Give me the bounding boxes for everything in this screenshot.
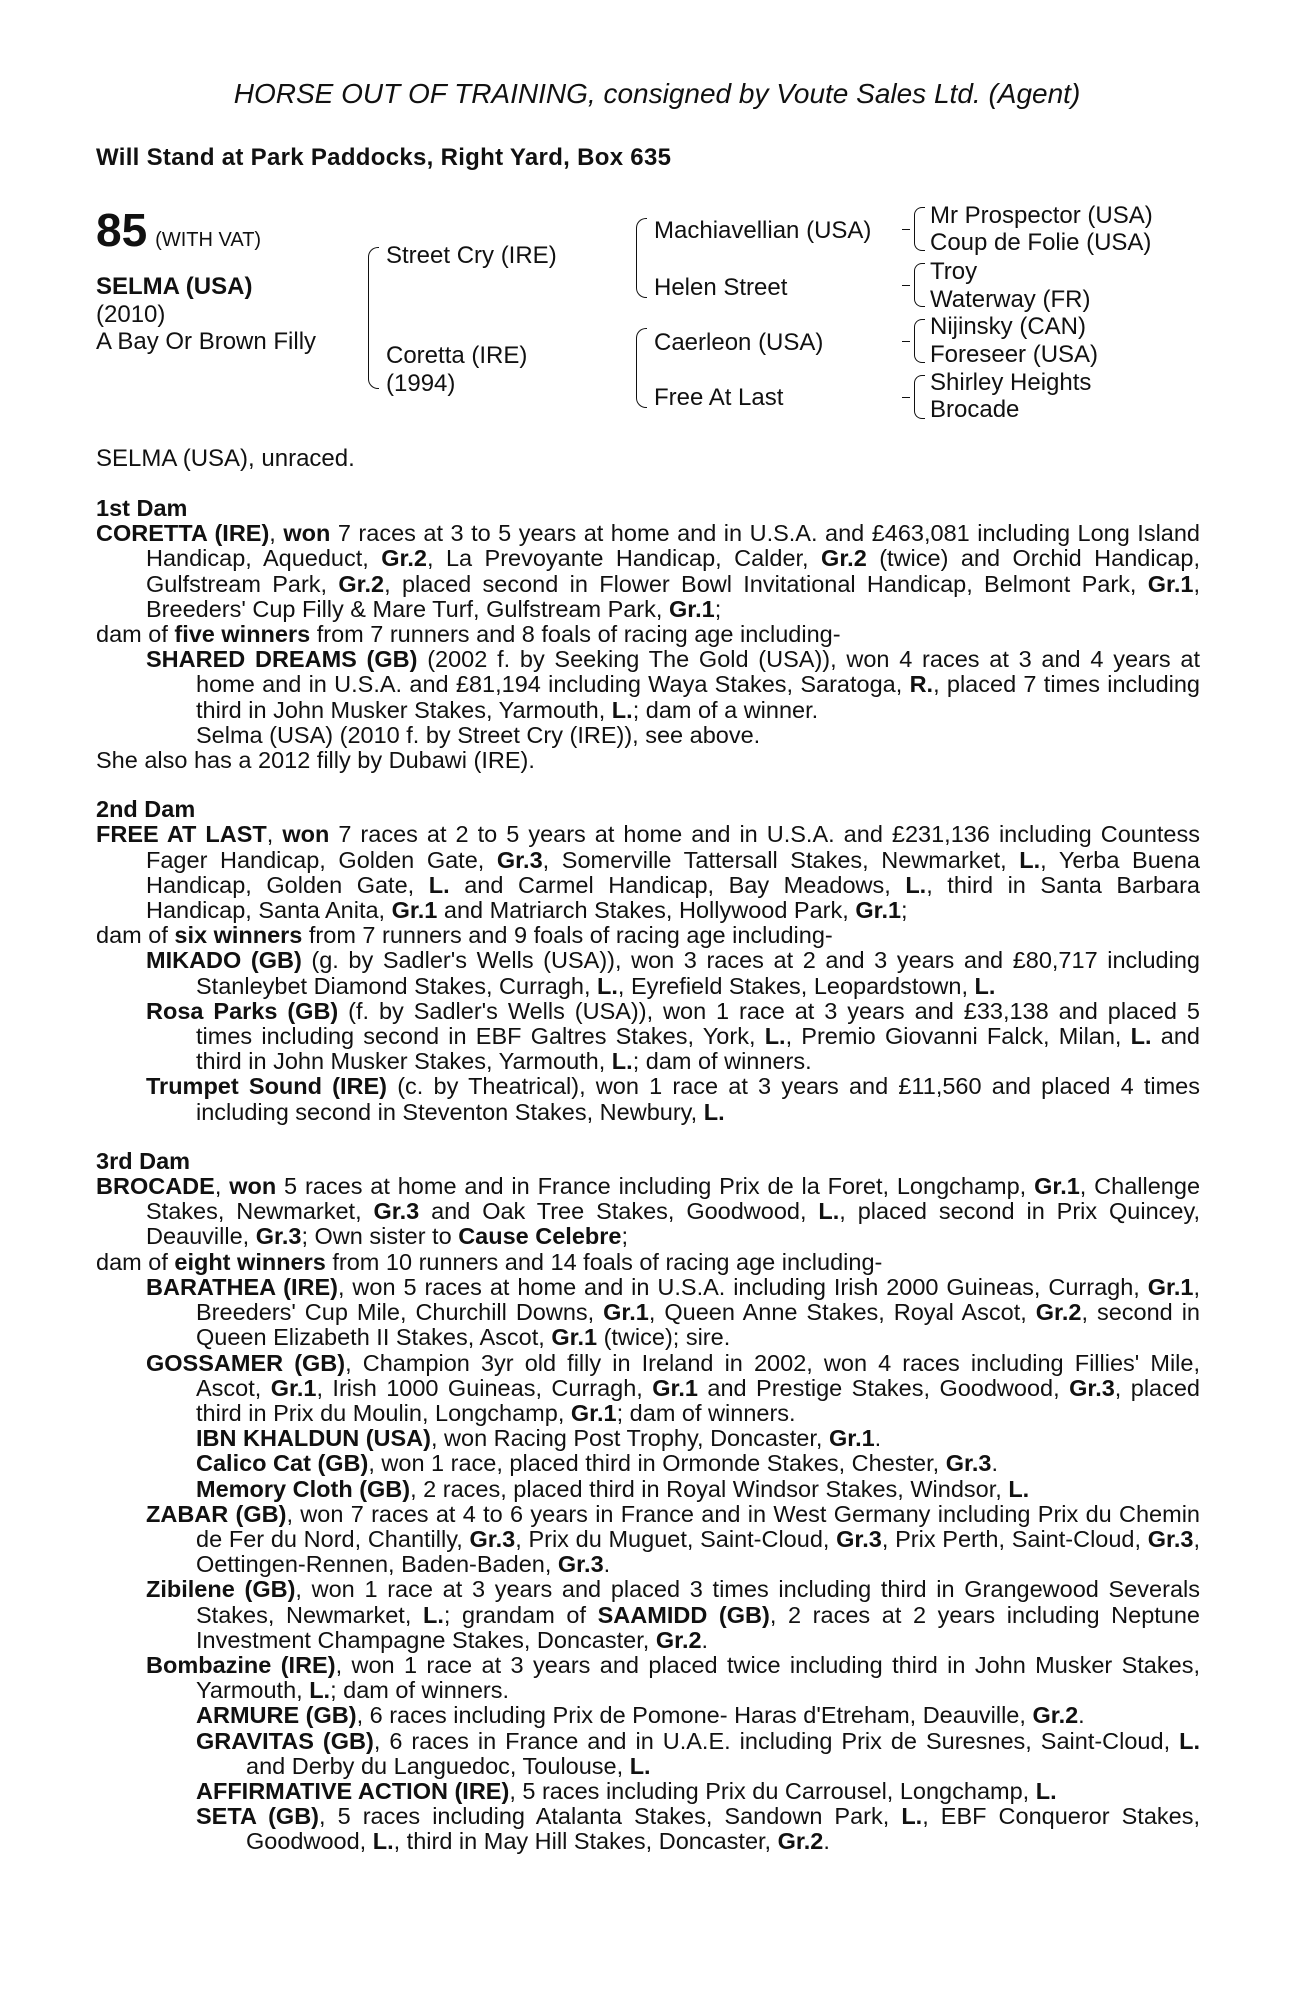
progeny-name: Rosa Parks (GB) [146, 997, 339, 1024]
grade: L. [905, 871, 927, 898]
grade: Gr.1 [1147, 1273, 1194, 1300]
third-dam-record: BROCADE, won 5 races at home and in France including Prix de la Foret, Longchamp, Gr.1, Challenge Stakes, Newmarket, Gr.3 and Oak Tree Stakes, Goodwood, L., placed second in Prix Quincey, Deauville, Gr.3; Own sister to Cause Celebre; [96, 1173, 1201, 1250]
first-dam-name: CORETTA (IRE) [96, 520, 270, 547]
grade: Gr.1 [652, 1374, 698, 1401]
progeny-text: (twice); sire. [597, 1324, 731, 1351]
dam-of-text: from 7 runners and 8 foals of racing age including- [310, 621, 841, 648]
third-dam-text: ; Own sister to [301, 1223, 459, 1250]
lot-vat: (WITH VAT) [155, 229, 262, 251]
grade: L. [764, 1023, 786, 1050]
grandchild-entry [96, 1451, 1200, 1476]
progeny-text: , Oettingen-Rennen, Baden-Baden, [196, 1525, 1201, 1578]
progeny-text: , won 1 race at 3 years and placed 3 times including third in Grangewood Severals Stakes, Newmarket, [196, 1576, 1200, 1628]
grade: Gr.3 [255, 1223, 302, 1250]
progeny-entry [96, 1351, 1200, 1427]
grade: L. [1035, 1777, 1057, 1804]
horse-year: (2010) [96, 301, 166, 328]
g3-3: Troy [930, 258, 978, 285]
grade: Gr.3 [1147, 1525, 1194, 1552]
dam-of-label: dam of [96, 1248, 175, 1275]
grade: Gr.2 [777, 1828, 824, 1855]
grade: L. [1130, 1023, 1152, 1050]
brace-g3-3-tip [902, 341, 910, 342]
progeny-text: . [1078, 1702, 1085, 1729]
progeny-text: (c. by Theatrical), won 1 race at 3 years and £11,560 and placed 4 times including second in Steventon Stakes, Newbury, [196, 1073, 1200, 1125]
progeny-name: Bombazine (IRE) [146, 1651, 336, 1678]
progeny-text: (2002 f. by Seeking The Gold (USA)), won 4 races at 3 and 4 years at home and in U.S.A. and £81,194 including Waya Stakes, Saratoga, [196, 646, 1200, 698]
grade: L. [1179, 1727, 1200, 1754]
first-dam-text-4: , placed second in Flower Bowl Invitational Handicap, Belmont Park, [384, 570, 1148, 597]
grandchild-entry [96, 1729, 1200, 1779]
brace-g3-1 [914, 207, 925, 251]
grade: Gr.3 [496, 846, 543, 873]
progeny-text: ; dam of winners. [632, 1048, 812, 1075]
brace-g3-3 [914, 319, 925, 363]
progeny-entry [96, 999, 1200, 1075]
grade: Gr.1 [1147, 570, 1194, 597]
grade: L. [309, 1677, 331, 1704]
grade: Gr.3 [1069, 1374, 1115, 1401]
progeny-text: , EBF Conqueror Stakes, Goodwood, [246, 1803, 1200, 1855]
second-dam-text: , Yerba Buena Handicap, Golden Gate, [146, 846, 1200, 898]
progeny-text: , won 1 race, placed third in Ormonde Stakes, Chester, [368, 1450, 946, 1477]
grade: Gr.1 [603, 1299, 649, 1326]
sire-dam: Helen Street [654, 274, 788, 301]
progeny-text: . [823, 1828, 830, 1855]
grade: Gr.1 [828, 1425, 875, 1452]
second-dam-text: , third in Santa Barbara Handicap, Santa Anita, [146, 871, 1200, 924]
second-dam-produce [96, 923, 1200, 948]
progeny-name: Trumpet Sound (IRE) [146, 1073, 388, 1100]
g3-4: Waterway (FR) [930, 286, 1091, 313]
third-dam-name: BROCADE [96, 1173, 215, 1200]
first-dam-heading: 1st Dam [96, 495, 188, 521]
progeny-text: . [874, 1425, 882, 1452]
progeny-text: , won 5 races at home and in U.S.A. including Irish 2000 Guineas, Curragh, [337, 1273, 1148, 1300]
progeny-entry [96, 948, 1200, 998]
progeny-text: , second in Queen Elizabeth II Stakes, Ascot, [196, 1299, 1200, 1351]
progeny-text: , Irish 1000 Guineas, Curragh, [316, 1374, 653, 1401]
progeny-text: and third in John Musker Stakes, Yarmouth, [196, 1023, 1200, 1075]
second-dam-name: FREE AT LAST [96, 821, 267, 848]
progeny-text: ; grandam of [443, 1601, 598, 1628]
lot-number: 85 [96, 204, 148, 256]
progeny-text: , 2 races, placed third in Royal Windsor Stakes, Windsor, [410, 1475, 1009, 1502]
dam-of-text: from 10 runners and 14 foals of racing age including- [325, 1248, 883, 1275]
grandchild-entry [96, 1477, 1200, 1502]
second-dam-record: FREE AT LAST, won 7 races at 2 to 5 years at home and in U.S.A. and £231,136 including Countess Fager Handicap, Golden Gate, Gr.3, Somerville Tattersall Stakes, Newmarket, L., Yerba Buena Handicap, Golden Gate, L. and Carmel Handicap, Bay Meadows, L., third in Santa Barbara Handicap, Santa Anita, Gr.1 and Matriarch Stakes, Hollywood Park, Gr.1; [96, 821, 1200, 924]
grade: Gr.1 [855, 897, 902, 924]
progeny-text: , Breeders' Cup Mile, Churchill Downs, [196, 1273, 1200, 1326]
progeny-text: and Prestige Stakes, Goodwood, [697, 1374, 1070, 1401]
dam-of-label: dam of [96, 621, 175, 648]
grade: Gr.1 [391, 897, 438, 924]
progeny-text: , third in May Hill Stakes, Doncaster, [393, 1828, 778, 1855]
first-dam-text-6: ; [714, 595, 722, 622]
first-dam-text-1: 7 races at 3 to 5 years at home and in U.S.A. and £463,081 including Long Island Handicap, Aqueduct, [146, 520, 1201, 572]
progeny-name: GOSSAMER (GB) [146, 1349, 346, 1376]
horse-description: A Bay Or Brown Filly [96, 328, 317, 355]
third-dam-text: and Oak Tree Stakes, Goodwood, [419, 1198, 819, 1225]
progeny-name: ARMURE (GB) [196, 1702, 357, 1729]
progeny-name: BARATHEA (IRE) [146, 1273, 338, 1300]
brace-g3-1-tip [902, 229, 910, 230]
grade: Gr.3 [469, 1525, 516, 1552]
second-dam-text: ; [901, 897, 908, 924]
progeny-name: SETA (GB) [196, 1803, 320, 1830]
winners-count: six winners [174, 922, 303, 949]
third-dam-text: , Challenge Stakes, Newmarket, [146, 1173, 1201, 1225]
progeny-text: , Prix du Muguet, Saint-Cloud, [515, 1525, 837, 1552]
progeny-text: , 5 races including Atalanta Stakes, Sandown Park, [319, 1803, 902, 1830]
progeny-text: , Queen Anne Stakes, Royal Ascot, [648, 1299, 1036, 1326]
grade: R. [909, 671, 934, 698]
brace-g3-4 [914, 375, 925, 419]
horse-name: SELMA (USA) [96, 273, 253, 300]
grade: L. [703, 1098, 725, 1125]
progeny-text: , won Racing Post Trophy, Doncaster, [430, 1425, 829, 1452]
lot-number-line [96, 203, 261, 257]
sire-sire: Machiavellian (USA) [654, 217, 872, 244]
sire: Street Cry (IRE) [386, 242, 557, 269]
progeny-text: . [603, 1551, 611, 1578]
grade: Gr.1 [570, 1399, 617, 1426]
progeny-text: (f. by Sadler's Wells (USA)), won 1 race at 3 years and £33,138 and placed 5 times including second in EBF Galtres Stakes, York, [196, 997, 1200, 1050]
second-dam-won: won [282, 821, 330, 848]
first-dam-produce [96, 622, 1200, 647]
progeny-text: , placed third in Prix du Moulin, Longchamp, [196, 1374, 1200, 1426]
grade: Gr.3 [373, 1198, 420, 1225]
second-dam-heading: 2nd Dam [96, 796, 196, 823]
stand-location: Will Stand at Park Paddocks, Right Yard, Box 635 [96, 144, 672, 171]
progeny-name: ZABAR (GB) [146, 1500, 287, 1527]
unraced-note: SELMA (USA), unraced. [96, 445, 355, 472]
first-dam-text-2: , La Prevoyante Handicap, Calder, [426, 545, 822, 572]
progeny-name: MIKADO (GB) [146, 947, 302, 974]
grandchild-name: SAAMIDD (GB) [597, 1601, 770, 1628]
dam-year: (1994) [386, 370, 456, 397]
progeny-text: , 2 races at 2 years including Neptune Investment Champagne Stakes, Doncaster, [196, 1601, 1201, 1653]
third-dam-heading: 3rd Dam [96, 1147, 191, 1174]
grade: Gr.2 [1032, 1702, 1079, 1729]
brace-g3-2-tip [902, 285, 910, 286]
catalogue-body [96, 496, 1200, 1855]
progeny-entry [96, 647, 1200, 723]
third-dam-text: ; [621, 1223, 628, 1250]
progeny-text: . [991, 1450, 998, 1477]
winners-count: five winners [174, 621, 311, 648]
grade: L. [901, 1803, 923, 1830]
dam-of-label: dam of [96, 922, 175, 949]
grade: Gr.2 [1035, 1299, 1082, 1326]
progeny-name: AFFIRMATIVE ACTION (IRE) [196, 1777, 510, 1804]
dam-of-text: from 7 runners and 9 foals of racing age including- [302, 922, 833, 949]
g3-8: Brocade [930, 396, 1020, 423]
progeny-text: ; dam of a winner. [632, 696, 819, 723]
grade: L. [428, 871, 450, 898]
second-dam-text: 7 races at 2 to 5 years at home and in U.S.A. and £231,136 including Countess Fager Handicap, Golden Gate, [146, 821, 1200, 873]
grade: Gr.1 [551, 1324, 598, 1351]
g3-2: Coup de Folie (USA) [930, 229, 1152, 256]
progeny-text: , placed 7 times including third in John Musker Stakes, Yarmouth, [196, 671, 1201, 723]
progeny-text: , won 7 races at 4 to 6 years in France and in West Germany including Prix du Chemin de Fer du Nord, Chantilly, [196, 1500, 1200, 1552]
third-dam-text: 5 races at home and in France including Prix de la Foret, Longchamp, [276, 1173, 1035, 1200]
brace-g3-2 [914, 263, 925, 307]
spacer [96, 773, 1200, 797]
progeny-name: GRAVITAS (GB) [196, 1727, 374, 1754]
grade: L. [597, 972, 618, 999]
spacer [96, 1125, 1200, 1149]
first-dam-text-3: (twice) and Orchid Handicap, Gulfstream Park, [146, 545, 1200, 597]
second-dam-text: and Carmel Handicap, Bay Meadows, [449, 871, 906, 898]
dam-dam: Free At Last [654, 384, 784, 411]
grade: L. [1008, 1475, 1030, 1502]
grade: Gr.2 [655, 1626, 702, 1653]
grade: L. [372, 1828, 394, 1855]
grade: L. [629, 1752, 651, 1779]
third-dam-won: won [229, 1173, 277, 1200]
grade: L. [422, 1601, 444, 1628]
grade: Gr.2 [381, 545, 427, 572]
grade: L. [818, 1198, 840, 1225]
third-dam-produce [96, 1250, 1200, 1275]
progeny-name: SHARED DREAMS (GB) [146, 646, 418, 673]
progeny-entry [96, 1074, 1200, 1124]
brace-g3-4-tip [902, 397, 910, 398]
progeny-name: Zibilene (GB) [146, 1576, 296, 1603]
grade: Gr.3 [945, 1450, 992, 1477]
progeny-text: , Champion 3yr old filly in Ireland in 2002, won 4 races including Fillies' Mile, Ascot, [196, 1349, 1200, 1401]
grandchild-entry [96, 1804, 1200, 1854]
progeny-entry: Selma (USA) (2010 f. by Street Cry (IRE)), see above. [196, 721, 761, 748]
progeny-text: . [701, 1626, 709, 1653]
grade: Gr.1 [668, 595, 715, 622]
progeny-entry [96, 1653, 1200, 1703]
grandchild-entry [96, 1779, 1200, 1804]
progeny-entry [96, 1502, 1200, 1578]
sister-name: Cause Celebre [458, 1223, 622, 1250]
progeny-name: Memory Cloth (GB) [196, 1475, 411, 1502]
second-dam-text: and Matriarch Stakes, Hollywood Park, [437, 897, 856, 924]
g3-5: Nijinsky (CAN) [930, 313, 1086, 340]
grade: Gr.3 [557, 1551, 604, 1578]
g3-1: Mr Prospector (USA) [930, 202, 1153, 229]
third-dam-text: , placed second in Prix Quincey, Deauville, [146, 1198, 1200, 1250]
dam: Coretta (IRE) [386, 342, 528, 369]
progeny-text: , 5 races including Prix du Carrousel, Longchamp, [509, 1777, 1036, 1804]
progeny-text: , 6 races in France and in U.A.E. including Prix de Suresnes, Saint-Cloud, [373, 1727, 1180, 1754]
progeny-text: , won 1 race at 3 years and placed twice including third in John Musker Stakes, Yarmouth, [196, 1651, 1200, 1704]
dam-sire: Caerleon (USA) [654, 329, 824, 356]
brace-dam-line [636, 328, 647, 408]
progeny-text: ; dam of winners. [616, 1399, 796, 1426]
g3-7: Shirley Heights [930, 369, 1092, 396]
grade: L. [611, 696, 633, 723]
first-dam-won: won [283, 520, 331, 547]
grade: Gr.1 [270, 1374, 317, 1401]
progeny-text: , Premio Giovanni Falck, Milan, [785, 1023, 1131, 1050]
grade: L. [1019, 846, 1041, 873]
grade: L. [611, 1048, 633, 1075]
second-dam-text: , Somerville Tattersall Stakes, Newmarket, [542, 846, 1020, 873]
progeny-name: Calico Cat (GB) [196, 1450, 369, 1477]
progeny-text: (g. by Sadler's Wells (USA)), won 3 races at 2 and 3 years and £80,717 including Stanleybet Diamond Stakes, Curragh, [196, 947, 1200, 999]
winners-count: eight winners [174, 1248, 326, 1275]
grandchild-entry [96, 1703, 1200, 1728]
grade: Gr.2 [821, 545, 867, 572]
progeny-text: , Prix Perth, Saint-Cloud, [881, 1525, 1148, 1552]
first-dam-text-5: , Breeders' Cup Filly & Mare Turf, Gulfstream Park, [146, 570, 1200, 622]
grade: L. [974, 972, 996, 999]
progeny-text: , Eyrefield Stakes, Leopardstown, [617, 972, 975, 999]
grandchild-entry [96, 1426, 1200, 1451]
grade: Gr.1 [1034, 1173, 1080, 1200]
grade: Gr.3 [836, 1525, 882, 1552]
page-header: HORSE OUT OF TRAINING, consigned by Voute Sales Ltd. (Agent) [233, 78, 1081, 109]
progeny-text: and Derby du Languedoc, Toulouse, [246, 1752, 630, 1779]
first-dam-record: CORETTA (IRE), won 7 races at 3 to 5 years at home and in U.S.A. and £463,081 including Long Island Handicap, Aqueduct, Gr.2, La Prevoyante Handicap, Calder, Gr.2 (twice) and Orchid Handicap, Gulfstream Park, Gr.2, placed second in Flower Bowl Invitational Handicap, Belmont Park, Gr.1, Breeders' Cup Filly & Mare Turf, Gulfstream Park, Gr.1; [96, 520, 1201, 622]
g3-6: Foreseer (USA) [930, 341, 1099, 368]
progeny-text: ; dam of winners. [330, 1677, 510, 1704]
brace-sire-line [636, 218, 647, 298]
progeny-name: IBN KHALDUN (USA) [196, 1425, 431, 1452]
grade: Gr.2 [338, 570, 385, 597]
progeny-text: , 6 races including Prix de Pomone- Haras d'Etreham, Deauville, [356, 1702, 1033, 1729]
progeny-entry [96, 1275, 1200, 1351]
progeny-entry [96, 1577, 1200, 1653]
brace-gen1 [368, 247, 379, 389]
first-dam-note: She also has a 2012 filly by Dubawi (IRE). [96, 747, 535, 774]
